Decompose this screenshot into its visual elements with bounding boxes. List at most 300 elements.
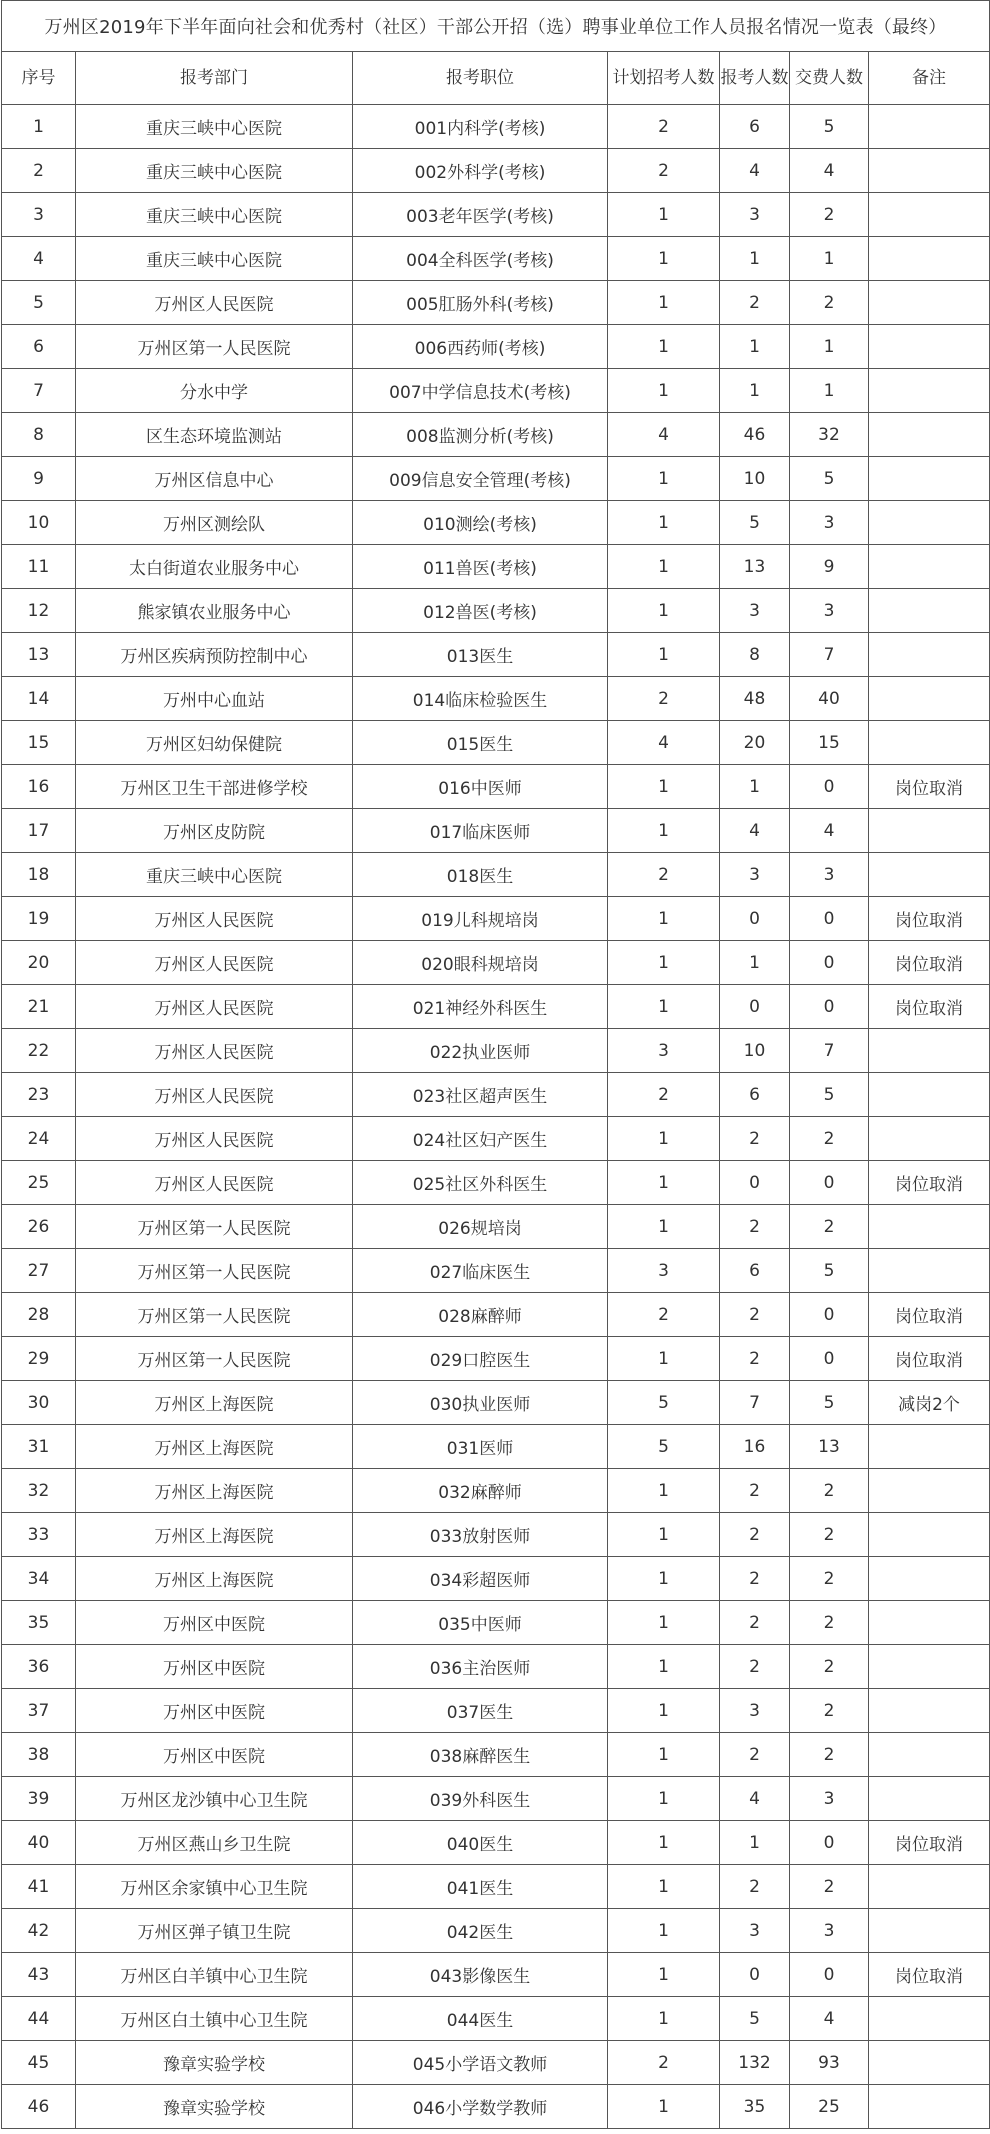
cell-paid: 4: [790, 1997, 869, 2041]
cell-applicants: 6: [720, 105, 790, 149]
cell-planned: 1: [608, 1601, 720, 1645]
cell-dept: 万州区中医院: [76, 1733, 353, 1777]
cell-remark: [869, 237, 990, 281]
cell-dept: 万州区妇幼保健院: [76, 721, 353, 765]
cell-planned: 1: [608, 1557, 720, 1601]
cell-paid: 2: [790, 193, 869, 237]
cell-applicants: 3: [720, 589, 790, 633]
cell-seq: 13: [2, 633, 76, 677]
cell-applicants: 20: [720, 721, 790, 765]
cell-remark: [869, 325, 990, 369]
cell-seq: 12: [2, 589, 76, 633]
cell-applicants: 3: [720, 1909, 790, 1953]
cell-applicants: 4: [720, 809, 790, 853]
cell-paid: 0: [790, 765, 869, 809]
cell-remark: 岗位取消: [869, 897, 990, 941]
cell-planned: 1: [608, 589, 720, 633]
cell-position: 007中学信息技术(考核): [353, 369, 608, 413]
cell-position: 010测绘(考核): [353, 501, 608, 545]
cell-remark: [869, 1733, 990, 1777]
cell-planned: 4: [608, 721, 720, 765]
cell-position: 006西药师(考核): [353, 325, 608, 369]
table-row: [2, 2041, 990, 2085]
cell-seq: 25: [2, 1161, 76, 1205]
cell-seq: 30: [2, 1381, 76, 1425]
cell-remark: 岗位取消: [869, 941, 990, 985]
cell-paid: 2: [790, 1557, 869, 1601]
cell-dept: 万州区人民医院: [76, 1117, 353, 1161]
cell-dept: 重庆三峡中心医院: [76, 853, 353, 897]
cell-planned: 1: [608, 1469, 720, 1513]
table-row: [2, 1909, 990, 1953]
cell-dept: 万州区上海医院: [76, 1469, 353, 1513]
table-row: [2, 325, 990, 369]
cell-seq: 18: [2, 853, 76, 897]
cell-seq: 40: [2, 1821, 76, 1865]
cell-dept: 万州区中医院: [76, 1689, 353, 1733]
cell-paid: 2: [790, 1205, 869, 1249]
cell-planned: 5: [608, 1425, 720, 1469]
cell-planned: 1: [608, 237, 720, 281]
cell-paid: 5: [790, 105, 869, 149]
table-row: [2, 1381, 990, 1425]
cell-planned: 2: [608, 2041, 720, 2085]
cell-seq: 37: [2, 1689, 76, 1733]
cell-position: 020眼科规培岗: [353, 941, 608, 985]
cell-position: 015医生: [353, 721, 608, 765]
cell-dept: 万州区人民医院: [76, 941, 353, 985]
cell-planned: 1: [608, 193, 720, 237]
cell-remark: [869, 1513, 990, 1557]
cell-position: 008监测分析(考核): [353, 413, 608, 457]
cell-seq: 7: [2, 369, 76, 413]
cell-dept: 太白街道农业服务中心: [76, 545, 353, 589]
cell-position: 003老年医学(考核): [353, 193, 608, 237]
cell-planned: 1: [608, 633, 720, 677]
cell-remark: [869, 1601, 990, 1645]
table-row: [2, 1249, 990, 1293]
cell-paid: 5: [790, 1073, 869, 1117]
cell-remark: 岗位取消: [869, 765, 990, 809]
table-row: [2, 1865, 990, 1909]
cell-applicants: 5: [720, 501, 790, 545]
cell-position: 035中医师: [353, 1601, 608, 1645]
cell-seq: 2: [2, 149, 76, 193]
cell-remark: [869, 1469, 990, 1513]
cell-seq: 43: [2, 1953, 76, 1997]
cell-dept: 万州区人民医院: [76, 1073, 353, 1117]
cell-planned: 1: [608, 941, 720, 985]
table-body: [2, 105, 990, 2129]
cell-paid: 3: [790, 589, 869, 633]
cell-remark: [869, 1557, 990, 1601]
table-row: [2, 1513, 990, 1557]
cell-remark: [869, 193, 990, 237]
cell-remark: [869, 2041, 990, 2085]
cell-position: 030执业医师: [353, 1381, 608, 1425]
table-row: [2, 1469, 990, 1513]
cell-seq: 46: [2, 2085, 76, 2129]
cell-seq: 26: [2, 1205, 76, 1249]
cell-paid: 4: [790, 809, 869, 853]
table-row: [2, 1205, 990, 1249]
cell-position: 002外科学(考核): [353, 149, 608, 193]
cell-planned: 1: [608, 1117, 720, 1161]
cell-paid: 3: [790, 1909, 869, 1953]
cell-seq: 32: [2, 1469, 76, 1513]
cell-applicants: 132: [720, 2041, 790, 2085]
table-row: [2, 193, 990, 237]
cell-dept: 万州区中医院: [76, 1601, 353, 1645]
cell-remark: [869, 633, 990, 677]
cell-applicants: 2: [720, 1337, 790, 1381]
cell-applicants: 35: [720, 2085, 790, 2129]
cell-remark: [869, 545, 990, 589]
cell-seq: 14: [2, 677, 76, 721]
cell-remark: [869, 1073, 990, 1117]
cell-paid: 2: [790, 1865, 869, 1909]
cell-paid: 0: [790, 1953, 869, 1997]
cell-position: 036主治医师: [353, 1645, 608, 1689]
cell-seq: 9: [2, 457, 76, 501]
cell-applicants: 6: [720, 1249, 790, 1293]
cell-planned: 1: [608, 1205, 720, 1249]
cell-remark: 岗位取消: [869, 1337, 990, 1381]
table-row: [2, 1777, 990, 1821]
cell-dept: 万州区龙沙镇中心卫生院: [76, 1777, 353, 1821]
registration-table: [1, 0, 990, 2129]
cell-remark: [869, 1029, 990, 1073]
cell-planned: 2: [608, 1293, 720, 1337]
table-row: [2, 1337, 990, 1381]
cell-applicants: 0: [720, 1161, 790, 1205]
cell-paid: 2: [790, 1733, 869, 1777]
cell-applicants: 7: [720, 1381, 790, 1425]
cell-position: 004全科医学(考核): [353, 237, 608, 281]
cell-paid: 2: [790, 1601, 869, 1645]
cell-planned: 1: [608, 1733, 720, 1777]
cell-applicants: 2: [720, 1601, 790, 1645]
header-remark: 备注: [869, 52, 990, 105]
cell-dept: 万州区弹子镇卫生院: [76, 1909, 353, 1953]
cell-seq: 8: [2, 413, 76, 457]
cell-position: 005肛肠外科(考核): [353, 281, 608, 325]
cell-paid: 3: [790, 1777, 869, 1821]
cell-planned: 2: [608, 853, 720, 897]
cell-position: 037医生: [353, 1689, 608, 1733]
cell-seq: 23: [2, 1073, 76, 1117]
cell-planned: 2: [608, 1073, 720, 1117]
cell-paid: 15: [790, 721, 869, 765]
cell-dept: 万州区第一人民医院: [76, 325, 353, 369]
cell-dept: 万州区白土镇中心卫生院: [76, 1997, 353, 2041]
cell-remark: [869, 105, 990, 149]
cell-remark: 岗位取消: [869, 1953, 990, 1997]
cell-seq: 21: [2, 985, 76, 1029]
cell-remark: [869, 721, 990, 765]
cell-paid: 5: [790, 1249, 869, 1293]
cell-applicants: 10: [720, 457, 790, 501]
table-row: [2, 1953, 990, 1997]
cell-dept: 万州区上海医院: [76, 1557, 353, 1601]
table-row: [2, 1117, 990, 1161]
cell-position: 011兽医(考核): [353, 545, 608, 589]
cell-paid: 0: [790, 1161, 869, 1205]
cell-dept: 万州区疾病预防控制中心: [76, 633, 353, 677]
cell-dept: 万州区白羊镇中心卫生院: [76, 1953, 353, 1997]
cell-seq: 20: [2, 941, 76, 985]
cell-applicants: 2: [720, 1513, 790, 1557]
cell-seq: 27: [2, 1249, 76, 1293]
cell-planned: 1: [608, 1337, 720, 1381]
cell-seq: 10: [2, 501, 76, 545]
table-row: [2, 457, 990, 501]
cell-remark: 减岗2个: [869, 1381, 990, 1425]
cell-applicants: 4: [720, 149, 790, 193]
cell-remark: [869, 1425, 990, 1469]
cell-applicants: 3: [720, 853, 790, 897]
table-row: [2, 1601, 990, 1645]
cell-dept: 万州区信息中心: [76, 457, 353, 501]
cell-position: 023社区超声医生: [353, 1073, 608, 1117]
cell-paid: 4: [790, 149, 869, 193]
cell-position: 031医师: [353, 1425, 608, 1469]
cell-applicants: 2: [720, 1557, 790, 1601]
cell-seq: 16: [2, 765, 76, 809]
cell-applicants: 46: [720, 413, 790, 457]
table-row: [2, 413, 990, 457]
cell-paid: 9: [790, 545, 869, 589]
cell-position: 016中医师: [353, 765, 608, 809]
cell-paid: 1: [790, 369, 869, 413]
cell-applicants: 2: [720, 281, 790, 325]
cell-dept: 万州区余家镇中心卫生院: [76, 1865, 353, 1909]
cell-dept: 万州区人民医院: [76, 281, 353, 325]
cell-remark: [869, 1689, 990, 1733]
cell-position: 038麻醉医生: [353, 1733, 608, 1777]
cell-applicants: 2: [720, 1733, 790, 1777]
table-row: [2, 1073, 990, 1117]
cell-applicants: 16: [720, 1425, 790, 1469]
cell-paid: 2: [790, 1513, 869, 1557]
cell-position: 012兽医(考核): [353, 589, 608, 633]
cell-position: 009信息安全管理(考核): [353, 457, 608, 501]
table-row: [2, 545, 990, 589]
cell-seq: 42: [2, 1909, 76, 1953]
cell-position: 025社区外科医生: [353, 1161, 608, 1205]
cell-applicants: 2: [720, 1865, 790, 1909]
cell-dept: 万州区燕山乡卫生院: [76, 1821, 353, 1865]
table-row: [2, 1557, 990, 1601]
cell-seq: 1: [2, 105, 76, 149]
table-row: [2, 985, 990, 1029]
cell-paid: 2: [790, 1117, 869, 1161]
cell-dept: 万州区皮防院: [76, 809, 353, 853]
cell-dept: 万州区第一人民医院: [76, 1249, 353, 1293]
table-title: 万州区2019年下半年面向社会和优秀村（社区）干部公开招（选）聘事业单位工作人员报名情况一览表（最终）: [2, 1, 990, 52]
cell-seq: 36: [2, 1645, 76, 1689]
table-row: [2, 501, 990, 545]
cell-dept: 万州区上海医院: [76, 1513, 353, 1557]
header-position: 报考职位: [353, 52, 608, 105]
cell-applicants: 3: [720, 1689, 790, 1733]
cell-paid: 2: [790, 1469, 869, 1513]
cell-paid: 0: [790, 1337, 869, 1381]
cell-applicants: 0: [720, 897, 790, 941]
cell-position: 040医生: [353, 1821, 608, 1865]
cell-dept: 万州区第一人民医院: [76, 1337, 353, 1381]
cell-planned: 1: [608, 1953, 720, 1997]
table-row: [2, 237, 990, 281]
cell-planned: 1: [608, 809, 720, 853]
cell-seq: 4: [2, 237, 76, 281]
cell-seq: 29: [2, 1337, 76, 1381]
cell-seq: 45: [2, 2041, 76, 2085]
cell-position: 018医生: [353, 853, 608, 897]
cell-position: 034彩超医师: [353, 1557, 608, 1601]
cell-remark: [869, 1777, 990, 1821]
cell-remark: [869, 281, 990, 325]
cell-dept: 万州区中医院: [76, 1645, 353, 1689]
cell-paid: 0: [790, 985, 869, 1029]
cell-remark: 岗位取消: [869, 1821, 990, 1865]
cell-paid: 13: [790, 1425, 869, 1469]
cell-remark: [869, 1645, 990, 1689]
cell-applicants: 1: [720, 369, 790, 413]
header-paid: 交费人数: [790, 52, 869, 105]
header-seq: 序号: [2, 52, 76, 105]
cell-remark: [869, 1997, 990, 2041]
cell-applicants: 1: [720, 1821, 790, 1865]
cell-position: 001内科学(考核): [353, 105, 608, 149]
cell-planned: 1: [608, 1777, 720, 1821]
cell-paid: 5: [790, 1381, 869, 1425]
cell-position: 028麻醉师: [353, 1293, 608, 1337]
cell-seq: 3: [2, 193, 76, 237]
cell-applicants: 8: [720, 633, 790, 677]
cell-position: 029口腔医生: [353, 1337, 608, 1381]
cell-seq: 31: [2, 1425, 76, 1469]
cell-remark: [869, 1865, 990, 1909]
cell-remark: 岗位取消: [869, 1161, 990, 1205]
table-row: [2, 1161, 990, 1205]
cell-applicants: 48: [720, 677, 790, 721]
cell-remark: [869, 457, 990, 501]
cell-seq: 15: [2, 721, 76, 765]
cell-dept: 重庆三峡中心医院: [76, 149, 353, 193]
table-row: [2, 2085, 990, 2129]
header-applicants: 报考人数: [720, 52, 790, 105]
cell-applicants: 2: [720, 1645, 790, 1689]
cell-position: 042医生: [353, 1909, 608, 1953]
cell-planned: 1: [608, 765, 720, 809]
table-row: [2, 1425, 990, 1469]
cell-planned: 4: [608, 413, 720, 457]
cell-paid: 93: [790, 2041, 869, 2085]
cell-applicants: 4: [720, 1777, 790, 1821]
cell-seq: 41: [2, 1865, 76, 1909]
cell-position: 014临床检验医生: [353, 677, 608, 721]
table-row: [2, 281, 990, 325]
table-row: [2, 149, 990, 193]
cell-remark: [869, 1249, 990, 1293]
cell-planned: 1: [608, 1645, 720, 1689]
cell-applicants: 1: [720, 325, 790, 369]
cell-seq: 24: [2, 1117, 76, 1161]
title-row: [2, 1, 990, 52]
header-row: [2, 52, 990, 105]
cell-applicants: 2: [720, 1293, 790, 1337]
cell-dept: 重庆三峡中心医院: [76, 193, 353, 237]
cell-seq: 33: [2, 1513, 76, 1557]
cell-applicants: 2: [720, 1469, 790, 1513]
cell-dept: 万州区上海医院: [76, 1381, 353, 1425]
cell-applicants: 10: [720, 1029, 790, 1073]
cell-applicants: 1: [720, 765, 790, 809]
cell-seq: 11: [2, 545, 76, 589]
table-row: [2, 1293, 990, 1337]
cell-paid: 2: [790, 281, 869, 325]
cell-position: 017临床医师: [353, 809, 608, 853]
table-row: [2, 677, 990, 721]
cell-planned: 1: [608, 985, 720, 1029]
cell-applicants: 0: [720, 1953, 790, 1997]
cell-applicants: 3: [720, 193, 790, 237]
cell-applicants: 5: [720, 1997, 790, 2041]
cell-planned: 1: [608, 1865, 720, 1909]
cell-seq: 17: [2, 809, 76, 853]
cell-position: 032麻醉师: [353, 1469, 608, 1513]
table-row: [2, 105, 990, 149]
cell-remark: [869, 677, 990, 721]
cell-seq: 34: [2, 1557, 76, 1601]
cell-planned: 5: [608, 1381, 720, 1425]
cell-paid: 0: [790, 897, 869, 941]
cell-paid: 2: [790, 1645, 869, 1689]
cell-planned: 1: [608, 369, 720, 413]
cell-paid: 3: [790, 501, 869, 545]
cell-seq: 22: [2, 1029, 76, 1073]
cell-paid: 1: [790, 325, 869, 369]
cell-planned: 1: [608, 1513, 720, 1557]
cell-paid: 40: [790, 677, 869, 721]
cell-dept: 万州中心血站: [76, 677, 353, 721]
table-row: [2, 589, 990, 633]
table-row: [2, 721, 990, 765]
cell-remark: [869, 1205, 990, 1249]
cell-position: 045小学语文教师: [353, 2041, 608, 2085]
cell-dept: 万州区人民医院: [76, 985, 353, 1029]
cell-seq: 38: [2, 1733, 76, 1777]
table-row: [2, 1645, 990, 1689]
cell-position: 021神经外科医生: [353, 985, 608, 1029]
cell-applicants: 1: [720, 941, 790, 985]
cell-position: 027临床医生: [353, 1249, 608, 1293]
cell-position: 043影像医生: [353, 1953, 608, 1997]
cell-remark: [869, 149, 990, 193]
cell-remark: [869, 1909, 990, 1953]
header-planned: 计划招考人数: [608, 52, 720, 105]
cell-remark: [869, 589, 990, 633]
cell-planned: 2: [608, 677, 720, 721]
cell-seq: 39: [2, 1777, 76, 1821]
cell-dept: 万州区第一人民医院: [76, 1293, 353, 1337]
cell-paid: 7: [790, 633, 869, 677]
table-row: [2, 1029, 990, 1073]
cell-remark: [869, 1117, 990, 1161]
cell-seq: 5: [2, 281, 76, 325]
cell-paid: 5: [790, 457, 869, 501]
